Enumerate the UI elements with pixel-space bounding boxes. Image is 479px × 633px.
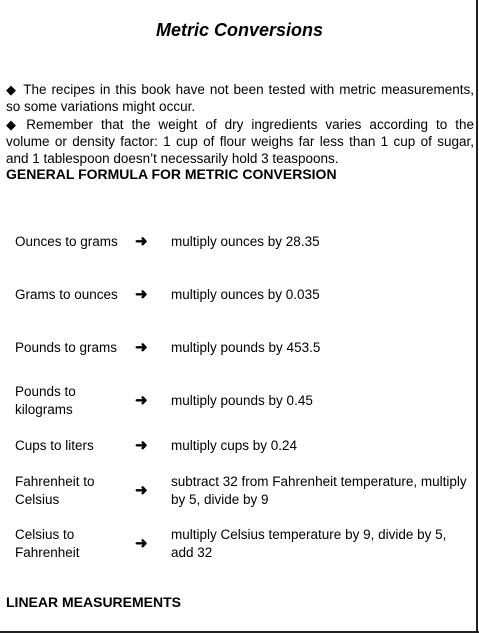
conversion-from: Pounds to grams (15, 339, 118, 355)
section-heading-general-formula: GENERAL FORMULA FOR METRIC CONVERSION (6, 166, 337, 182)
conversion-formula: multiply ounces by 0.035 (171, 286, 320, 302)
conversion-formula: subtract 32 from Fahrenheit temperature, multiply by 5, divide by 9 (171, 473, 467, 507)
arrow-right-icon: ➜ (135, 338, 148, 356)
arrow-right-icon: ➜ (135, 232, 148, 250)
page-border-right (476, 0, 478, 633)
arrow-right-icon: ➜ (135, 391, 148, 409)
conversion-from: Pounds to kilograms (15, 383, 76, 417)
conversion-from: Ounces to grams (15, 233, 118, 249)
conversion-from: Grams to ounces (15, 286, 118, 302)
table-row (6, 321, 471, 374)
table-row (6, 427, 471, 464)
page-title: Metric Conversions (155, 20, 324, 40)
diamond-bullet-icon: ◆ (6, 82, 18, 97)
arrow-right-icon: ➜ (135, 285, 148, 303)
conversion-from: Celsius to Fahrenheit (15, 526, 80, 560)
diamond-bullet-icon: ◆ (6, 117, 21, 132)
arrow-right-icon: ➜ (135, 436, 148, 454)
note-text: The recipes in this book have not been tested with metric measurements, so some variations might occur. (6, 82, 474, 114)
arrow-right-icon: ➜ (135, 481, 148, 499)
table-row (6, 464, 471, 517)
note-paragraph (6, 81, 474, 115)
note-text: Remember that the weight of dry ingredients varies according to the volume or density factor: 1 cup of flour weighs far less than 1 cup of sugar, and 1 tablespoon doesn’t necessarily hold 3 teaspoons. (6, 117, 475, 166)
conversion-formula: multiply pounds by 453.5 (171, 339, 321, 355)
arrow-right-icon: ➜ (135, 534, 148, 552)
table-row (6, 215, 471, 268)
conversion-from: Cups to liters (15, 437, 94, 453)
note-paragraph (6, 116, 474, 167)
table-row (6, 517, 471, 570)
conversion-formula: multiply Celsius temperature by 9, divide by 5, add 32 (171, 526, 447, 560)
table-row (6, 374, 471, 427)
conversion-formula: multiply pounds by 0.45 (171, 392, 313, 408)
conversion-formula: multiply cups by 0.24 (171, 437, 298, 453)
conversion-from: Fahrenheit to Celsius (15, 473, 95, 507)
conversion-table (6, 215, 471, 570)
section-heading-linear-measurements: LINEAR MEASUREMENTS (6, 594, 182, 610)
conversion-formula: multiply ounces by 28.35 (171, 233, 320, 249)
table-row (6, 268, 471, 321)
